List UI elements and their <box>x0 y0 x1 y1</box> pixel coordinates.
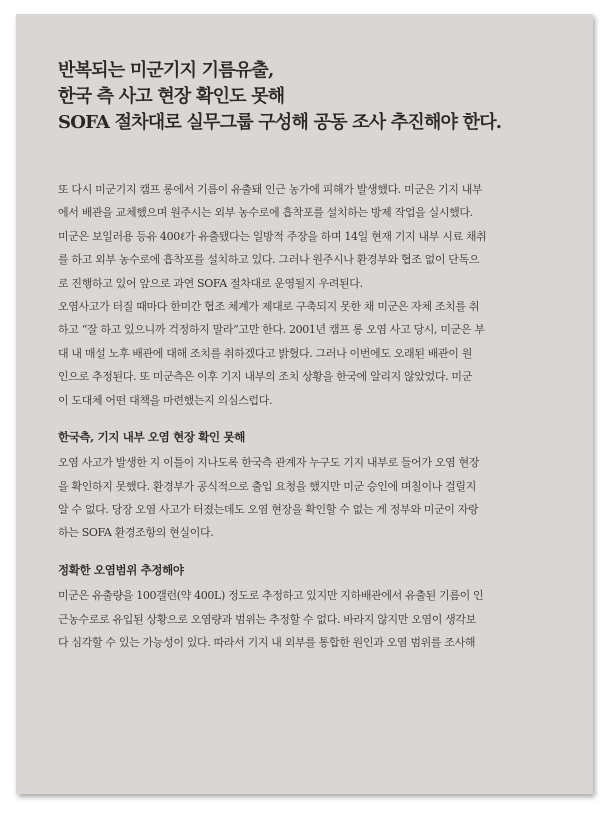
paragraph-2 <box>58 295 564 412</box>
text-line: 을 확인하지 못했다. 환경부가 공식적으로 출입 요청을 했지만 미군 승인에 며칠이나 걸릴지 <box>58 479 476 493</box>
section-1 <box>58 426 564 545</box>
headline-line: 한국 측 사고 현장 확인도 못해 <box>58 86 285 107</box>
section-heading: 정확한 오염범위 추정해야 <box>58 562 184 577</box>
text-line: 다 심각할 수 있는 가능성이 있다. 따라서 기지 내 외부를 통합한 원인과 오염 범위를 조사해 <box>58 636 476 650</box>
document-page <box>16 14 593 794</box>
section-2 <box>58 559 564 655</box>
text-line: 이 도대체 어떤 대책을 마련했는지 의심스럽다. <box>58 393 273 407</box>
text-line: 근농수로로 유입된 상황으로 오염량과 범위는 추정할 수 없다. 바라지 않지만 오염이 생각보 <box>58 612 476 626</box>
headline <box>58 58 568 136</box>
text-line: 오염 사고가 발생한 지 이틀이 지나도록 한국측 관계자 누구도 기지 내부로 들어가 오염 현장 <box>58 456 480 470</box>
text-line: 를 하고 외부 농수로에 흡착포를 설치하고 있다. 그러나 원주시나 환경부와 협조 없이 단독으 <box>58 253 480 267</box>
text-line: 로 진행하고 있어 앞으로 과연 SOFA 절차대로 운영될지 우려된다. <box>58 276 363 290</box>
paragraph-1 <box>58 178 564 295</box>
section-heading: 한국측, 기지 내부 오염 현장 확인 못해 <box>58 429 245 444</box>
text-line: 대 내 매설 노후 배관에 대해 조치를 취하겠다고 밝혔다. 그러나 이번에도 오래된 배관이 원 <box>58 346 472 360</box>
text-line: 알 수 없다. 당장 오염 사고가 터졌는데도 오염 현장을 확인할 수 없는 게 정부와 미군이 자랑 <box>58 503 479 517</box>
article-body <box>58 178 564 654</box>
text-line: 인으로 추정된다. 또 미군측은 이후 기지 내부의 조치 상황을 한국에 알리지 않았었다. 미군 <box>58 370 472 384</box>
text-line: 하는 SOFA 환경조항의 현실이다. <box>58 526 214 540</box>
text-line: 미군은 보일러용 등유 400ℓ가 유출됐다는 일방적 주장을 하며 14일 현재 기지 내부 시료 채취 <box>58 229 487 243</box>
headline-line: 반복되는 미군기지 기름유출, <box>58 60 274 81</box>
text-line: 하고 “잘 하고 있으니까 걱정하지 말라”고만 한다. 2001년 캠프 롱 오염 사고 당시, 미군은 부 <box>58 323 485 337</box>
text-line: 미군은 유출량을 100갤런(약 400L) 정도로 추정하고 있지만 지하배관에서 유출된 기름이 인 <box>58 589 484 603</box>
headline-line: SOFA 절차대로 실무그룹 구성해 공동 조사 추진해야 한다. <box>58 112 502 133</box>
text-line: 오염사고가 터질 때마다 한미간 협조 체계가 제대로 구축되지 못한 채 미군은 자체 조치를 취 <box>58 299 480 313</box>
text-line: 또 다시 미군기지 캠프 롱에서 기름이 유출돼 인근 농가에 피해가 발생했다. 미군은 기지 내부 <box>58 183 483 196</box>
text-line: 에서 배관을 교체했으며 원주시는 외부 농수로에 흡착포를 설치하는 방제 작업을 실시했다. <box>58 206 473 220</box>
